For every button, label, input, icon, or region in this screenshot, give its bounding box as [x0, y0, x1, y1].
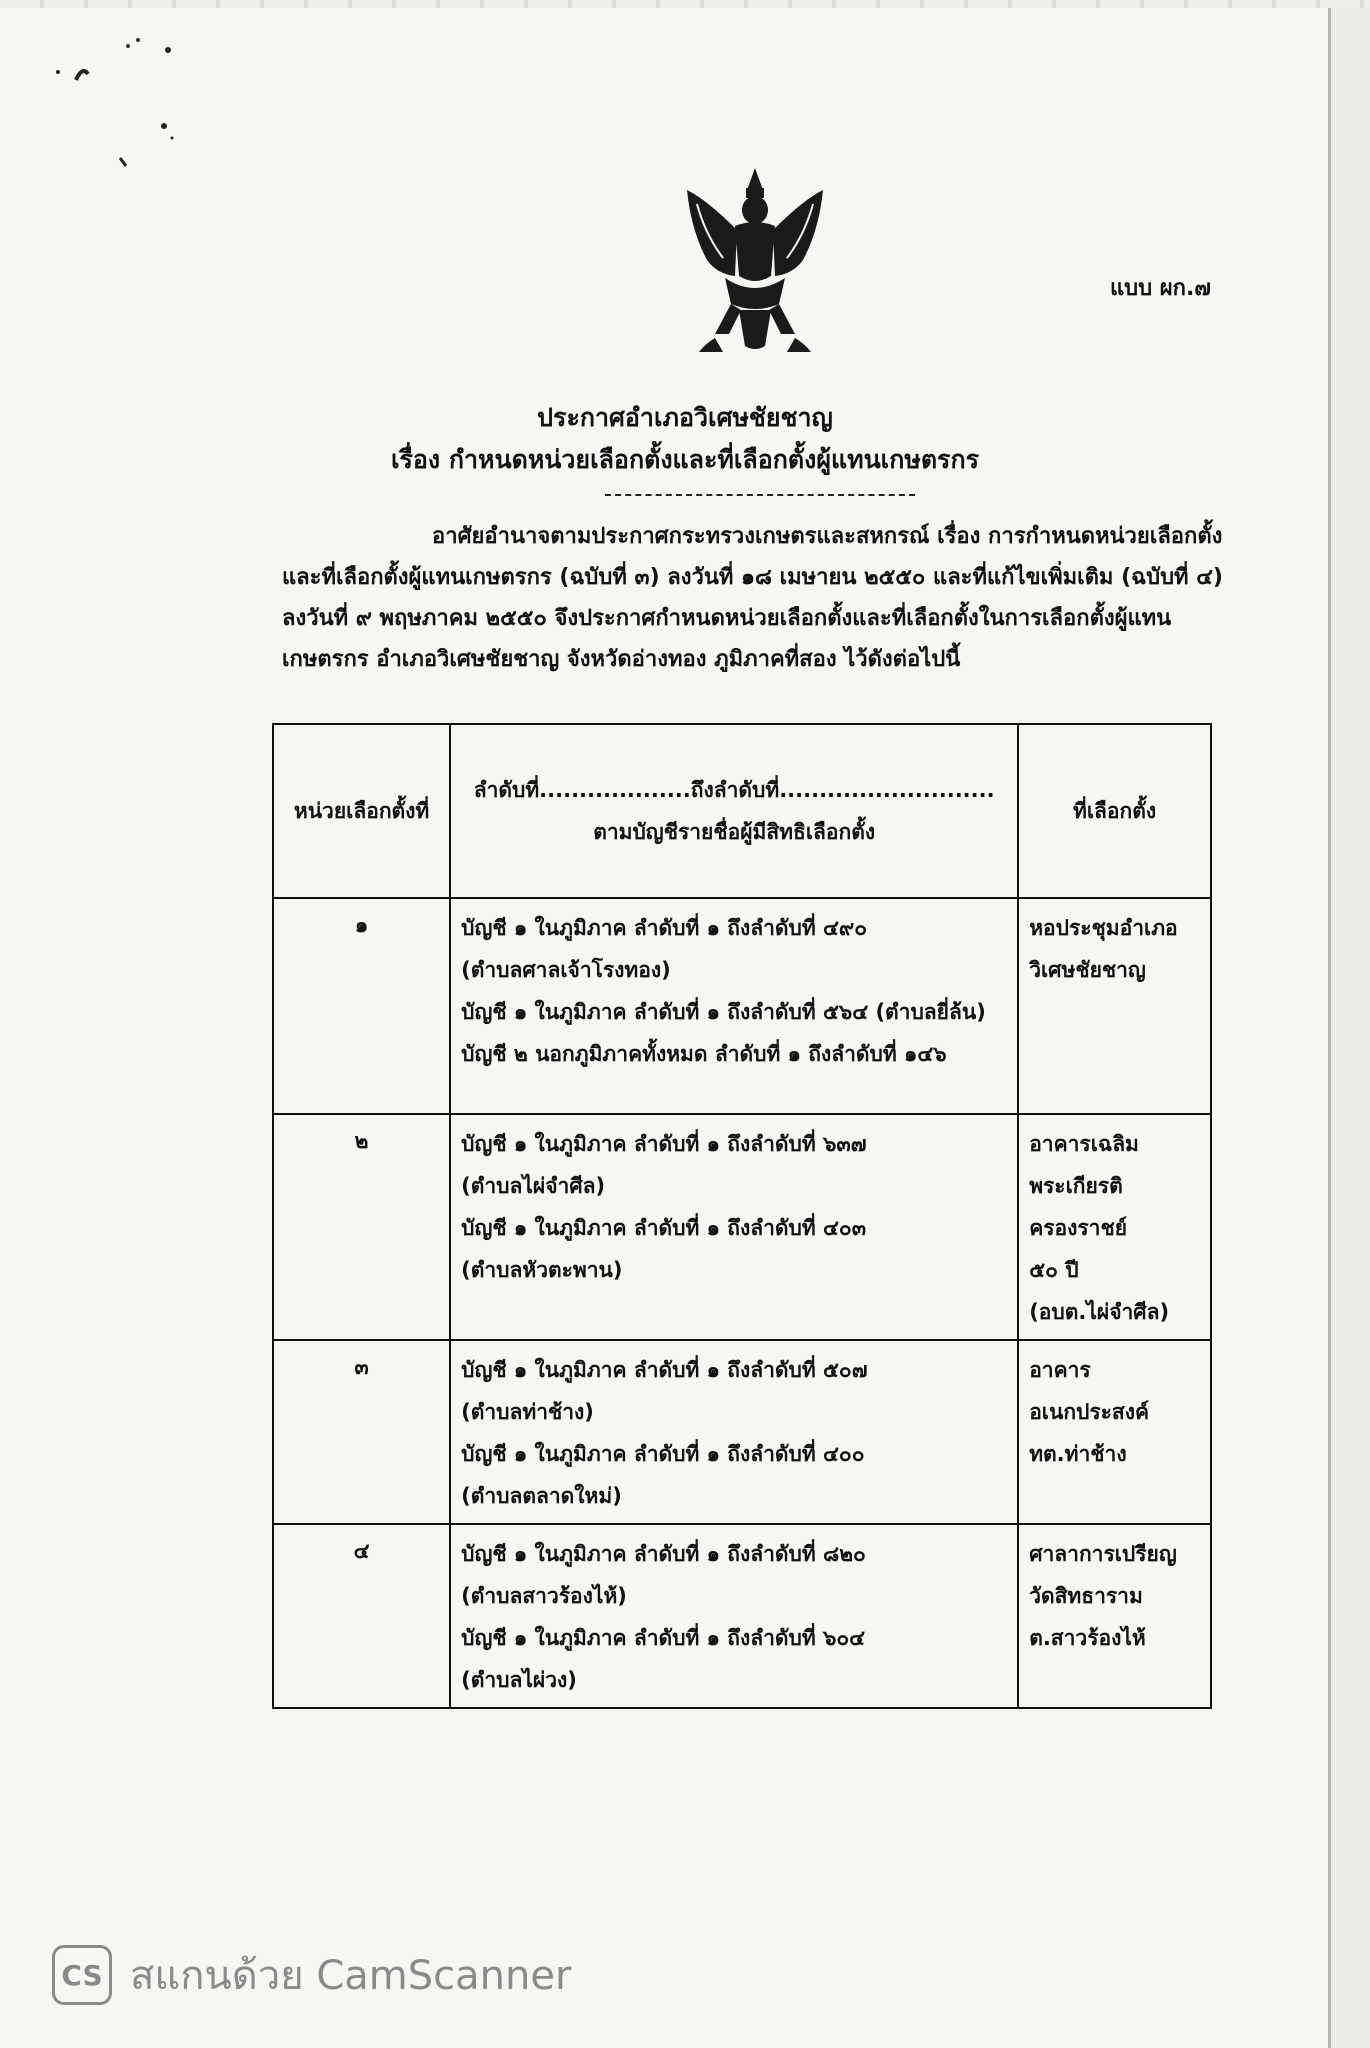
range-line: (ตำบลศาลเจ้าโรงทอง) — [461, 958, 671, 982]
watermark-text: สแกนด้วย CamScanner — [130, 1953, 572, 1999]
range-line: บัญชี ๑ ในภูมิภาค ลำดับที่ ๑ ถึงลำดับที่ ๔๐๐ — [461, 1442, 865, 1466]
range-line: บัญชี ๑ ในภูมิภาค ลำดับที่ ๑ ถึงลำดับที่ ๖๐๔ — [461, 1626, 866, 1650]
range-line: บัญชี ๑ ในภูมิภาค ลำดับที่ ๑ ถึงลำดับที่ ๔๙๐ — [461, 916, 868, 940]
place-line: ศาลาการเปรียญ — [1029, 1542, 1177, 1566]
table-header-row — [273, 724, 1211, 898]
table-row — [273, 1524, 1211, 1708]
range-line: บัญชี ๑ ในภูมิภาค ลำดับที่ ๑ ถึงลำดับที่ ๔๐๓ — [461, 1216, 867, 1240]
range-line: (ตำบลท่าช้าง) — [461, 1400, 594, 1424]
place-line: พระเกียรติ — [1029, 1174, 1123, 1198]
camscanner-watermark — [52, 1943, 571, 2007]
place-cell — [1018, 1114, 1211, 1340]
place-line: ทต.ท่าช้าง — [1029, 1442, 1127, 1466]
place-line: ต.สาวร้องไห้ — [1029, 1626, 1146, 1650]
place-cell — [1018, 898, 1211, 1114]
range-line: บัญชี ๑ ในภูมิภาค ลำดับที่ ๑ ถึงลำดับที่ ๘๒๐ — [461, 1542, 866, 1566]
place-line: ๕๐ ปี — [1029, 1258, 1079, 1282]
range-line: (ตำบลไผ่วง) — [461, 1668, 577, 1692]
header-unit: หน่วยเลือกตั้งที่ — [273, 724, 450, 898]
table-row — [273, 898, 1211, 1114]
paper-edge — [1328, 0, 1331, 2048]
place-line: ครองราชย์ — [1029, 1216, 1128, 1240]
unit-number: ๔ — [273, 1524, 450, 1708]
garuda-emblem — [675, 160, 835, 360]
place-line: หอประชุมอำเภอ — [1029, 916, 1178, 940]
range-line: (ตำบลตลาดใหม่) — [461, 1484, 622, 1508]
place-line: วัดสิทธาราม — [1029, 1584, 1143, 1608]
range-line: (ตำบลสาวร้องไห้) — [461, 1584, 627, 1608]
polling-units-table — [272, 723, 1212, 1709]
camscanner-logo-icon: CS — [52, 1945, 112, 2005]
title-divider — [605, 494, 915, 496]
range-line: (ตำบลไผ่จำศีล) — [461, 1174, 606, 1198]
unit-number: ๒ — [273, 1114, 450, 1340]
header-range — [450, 724, 1018, 898]
place-cell — [1018, 1524, 1211, 1708]
range-line: (ตำบลหัวตะพาน) — [461, 1258, 623, 1282]
announcement-subject: เรื่อง กำหนดหน่วยเลือกตั้งและที่เลือกตั้งผู้แทนเกษตรกร — [390, 445, 980, 474]
scan-specks — [40, 30, 180, 180]
place-line: วิเศษชัยชาญ — [1029, 958, 1146, 982]
table-row — [273, 1114, 1211, 1340]
range-cell — [450, 1340, 1018, 1524]
place-line: อาคารเฉลิม — [1029, 1132, 1139, 1156]
range-cell — [450, 1524, 1018, 1708]
paragraph-text: อาศัยอำนาจตามประกาศกระทรวงเกษตรและสหกรณ์ เรื่อง การกำหนดหน่วยเลือกตั้งและที่เลือกตั้งผู้แทนเกษตรกร (ฉบับที่ ๓) ลงวันที่ ๑๘ เมษายน ๒๕๕๐ และที่แก้ไขเพิ่มเติม (ฉบับที่ ๔) ลงวันที่ ๙ พฤษภาคม ๒๕๕๐ จึงประกาศกำหนดหน่วยเลือกตั้งและที่เลือกตั้งในการเลือกตั้งผู้แทนเกษตรกร อำเภอวิเศษชัยชาญ จังหวัดอ่างทอง ภูมิภาคที่สอง ไว้ดังต่อไปนี้ — [282, 524, 1223, 672]
range-line: บัญชี ๑ ในภูมิภาค ลำดับที่ ๑ ถึงลำดับที่ ๕๖๔ (ตำบลยี่ล้น) — [461, 1000, 986, 1024]
announcement-title: ประกาศอำเภอวิเศษชัยชาญ — [537, 403, 833, 432]
unit-number: ๑ — [273, 898, 450, 1114]
form-code: แบบ ผก.๗ — [1110, 276, 1211, 301]
place-line: (อบต.ไผ่จำศีล) — [1029, 1300, 1170, 1324]
place-cell — [1018, 1340, 1211, 1524]
body-paragraph — [282, 516, 1232, 680]
range-cell — [450, 898, 1018, 1114]
place-line: อาคาร — [1029, 1358, 1091, 1382]
place-line: อเนกประสงค์ — [1029, 1400, 1150, 1424]
range-cell — [450, 1114, 1018, 1340]
top-edge-strip — [0, 0, 1370, 8]
header-range-line2: ตามบัญชีรายชื่อผู้มีสิทธิเลือกตั้ง — [593, 820, 876, 844]
range-line: บัญชี ๑ ในภูมิภาค ลำดับที่ ๑ ถึงลำดับที่ ๖๓๗ — [461, 1132, 867, 1156]
header-range-line1: ลำดับที่...................ถึงลำดับที่........................... — [473, 778, 995, 802]
header-place: ที่เลือกตั้ง — [1018, 724, 1211, 898]
range-line: บัญชี ๑ ในภูมิภาค ลำดับที่ ๑ ถึงลำดับที่ ๕๐๗ — [461, 1358, 868, 1382]
range-line: บัญชี ๒ นอกภูมิภาคทั้งหมด ลำดับที่ ๑ ถึงลำดับที่ ๑๔๖ — [461, 1042, 947, 1066]
table-row — [273, 1340, 1211, 1524]
unit-number: ๓ — [273, 1340, 450, 1524]
